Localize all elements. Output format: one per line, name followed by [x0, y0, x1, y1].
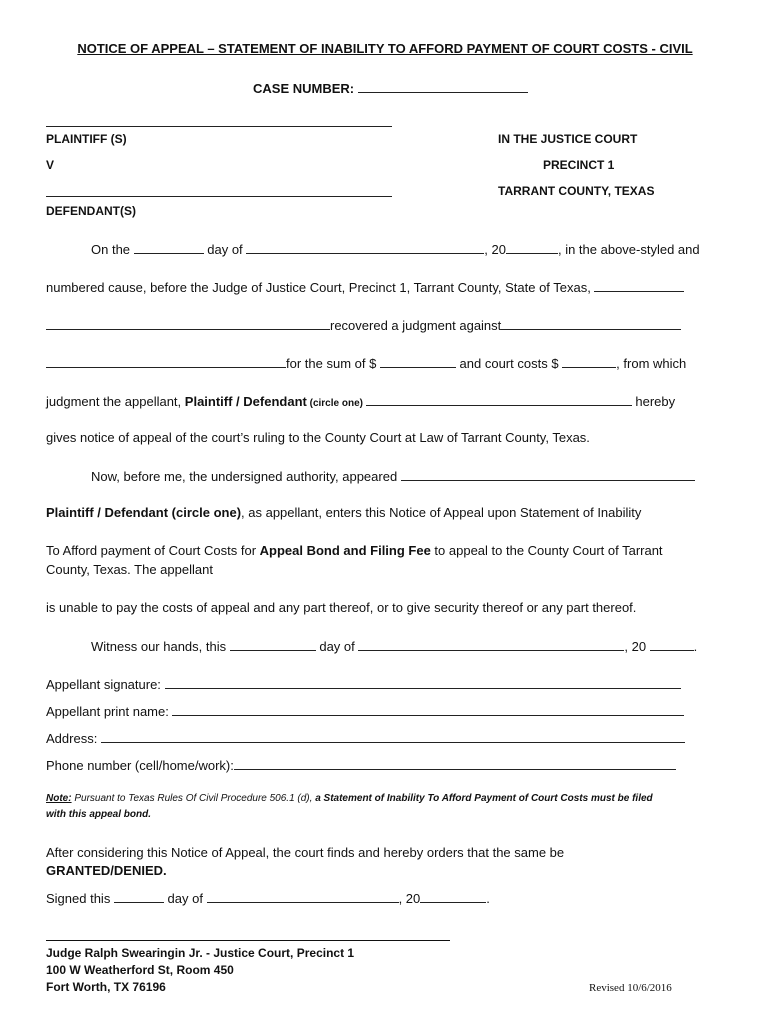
case-number	[253, 79, 528, 96]
text: Now, before me, the undersigned authority, appeared	[91, 469, 401, 484]
text: , from which	[616, 356, 687, 371]
text: Appellant signature:	[46, 677, 165, 692]
body-line-7	[91, 467, 695, 484]
body-line-10: is unable to pay the costs of appeal and any part thereof, or to give security thereof or any part thereof.	[46, 600, 637, 615]
party-field-b[interactable]	[46, 316, 330, 330]
witness-year-field[interactable]	[650, 637, 694, 651]
text: Plaintiff / Defendant (circle one)	[46, 505, 242, 520]
day-field[interactable]	[134, 240, 204, 254]
order-line-2: GRANTED/DENIED.	[46, 863, 167, 878]
signed-year-field[interactable]	[420, 889, 486, 903]
text: On the	[91, 242, 134, 257]
text: .	[693, 639, 698, 654]
document-title: NOTICE OF APPEAL – STATEMENT OF INABILITY TO AFFORD PAYMENT OF COURT COSTS - CIVIL	[77, 41, 693, 56]
text: for the sum of $	[286, 356, 380, 371]
body-line-8	[46, 505, 641, 520]
signature-field[interactable]	[165, 675, 681, 689]
body-line-9	[46, 543, 663, 558]
judge-name: Judge Ralph Swearingin Jr. - Justice Court, Precinct 1	[46, 946, 355, 960]
text: , in the above-styled and	[557, 242, 700, 257]
text: to appeal to the County Court of Tarrant	[430, 543, 663, 558]
party-field-a[interactable]	[594, 278, 684, 292]
note-line-2: with this appeal bond.	[46, 809, 151, 820]
text: and court costs $	[455, 356, 563, 371]
judge-address: 100 W Weatherford St, Room 450	[46, 963, 234, 977]
print-name-field[interactable]	[172, 702, 684, 716]
body-line-9b: County, Texas. The appellant	[46, 562, 213, 577]
judge-signature-line[interactable]	[46, 940, 450, 941]
judge-city: Fort Worth, TX 76196	[46, 980, 166, 994]
defendant-line[interactable]	[46, 196, 392, 197]
text: a Statement of Inability To Afford Payment of Court Costs must be filed	[315, 793, 653, 804]
body-line-3	[46, 316, 681, 333]
body-line-1	[91, 240, 700, 257]
note-line-1	[46, 793, 653, 804]
text: Phone number (cell/home/work):	[46, 758, 234, 773]
note-label: Note:	[46, 793, 72, 804]
defendant-label: DEFENDANT(S)	[46, 204, 136, 218]
text: (circle one)	[306, 398, 366, 409]
order-line-1: After considering this Notice of Appeal, the court finds and hereby orders that the same be	[46, 845, 565, 860]
text: day of	[315, 639, 359, 654]
address-row	[46, 729, 685, 746]
text: day of	[203, 242, 247, 257]
text: Address:	[46, 731, 101, 746]
county-label: TARRANT COUNTY, TEXAS	[498, 184, 655, 198]
year-field[interactable]	[506, 240, 558, 254]
signed-row	[46, 889, 490, 906]
costs-field[interactable]	[562, 354, 616, 368]
text: .	[486, 891, 490, 906]
text: To Afford payment of Court Costs for	[46, 543, 260, 558]
text: , as appellant, enters this Notice of Appeal upon Statement of Inability	[241, 505, 642, 520]
appeared-field[interactable]	[401, 467, 695, 481]
phone-row	[46, 756, 676, 773]
text: Signed this	[46, 891, 114, 906]
case-number-field[interactable]	[358, 79, 528, 93]
text: , 20	[484, 242, 506, 257]
print-name-row	[46, 702, 684, 719]
body-line-5	[46, 392, 675, 409]
precinct-label: PRECINCT 1	[543, 158, 615, 172]
against-field[interactable]	[501, 316, 681, 330]
text: , 20	[398, 891, 421, 906]
signed-month-field[interactable]	[207, 889, 399, 903]
body-line-2	[46, 278, 684, 295]
revised-date: Revised 10/6/2016	[589, 982, 672, 994]
address-field[interactable]	[101, 729, 685, 743]
witness-month-field[interactable]	[358, 637, 624, 651]
text: , 20	[624, 639, 650, 654]
text: recovered a judgment against	[330, 318, 502, 333]
text: Witness our hands, this	[91, 639, 230, 654]
body-line-4	[46, 354, 686, 371]
appellant-field[interactable]	[366, 392, 632, 406]
month-field[interactable]	[246, 240, 484, 254]
text: Appeal Bond and Filing Fee	[259, 543, 431, 558]
body-line-11	[91, 637, 697, 654]
sum-field[interactable]	[380, 354, 456, 368]
signed-day-field[interactable]	[114, 889, 164, 903]
body-line-6: gives notice of appeal of the court’s ruling to the County Court at Law of Tarrant County, Texas.	[46, 430, 590, 445]
court-label: IN THE JUSTICE COURT	[498, 132, 638, 146]
text: day of	[163, 891, 207, 906]
phone-field[interactable]	[234, 756, 676, 770]
signature-row	[46, 675, 681, 692]
text: hereby	[631, 394, 676, 409]
text: Plaintiff / Defendant	[184, 394, 307, 409]
case-number-label: CASE NUMBER:	[253, 81, 358, 96]
text: numbered cause, before the Judge of Justice Court, Precinct 1, Tarrant County, State of Texas,	[46, 280, 595, 295]
plaintiff-line[interactable]	[46, 126, 392, 127]
witness-day-field[interactable]	[230, 637, 316, 651]
text: Pursuant to Texas Rules Of Civil Procedure 506.1 (d),	[71, 793, 316, 804]
text: judgment the appellant,	[46, 394, 185, 409]
versus-label: V	[46, 158, 55, 172]
plaintiff-label: PLAINTIFF (S)	[46, 132, 127, 146]
judgment-party-field[interactable]	[46, 354, 286, 368]
text: Appellant print name:	[46, 704, 173, 719]
